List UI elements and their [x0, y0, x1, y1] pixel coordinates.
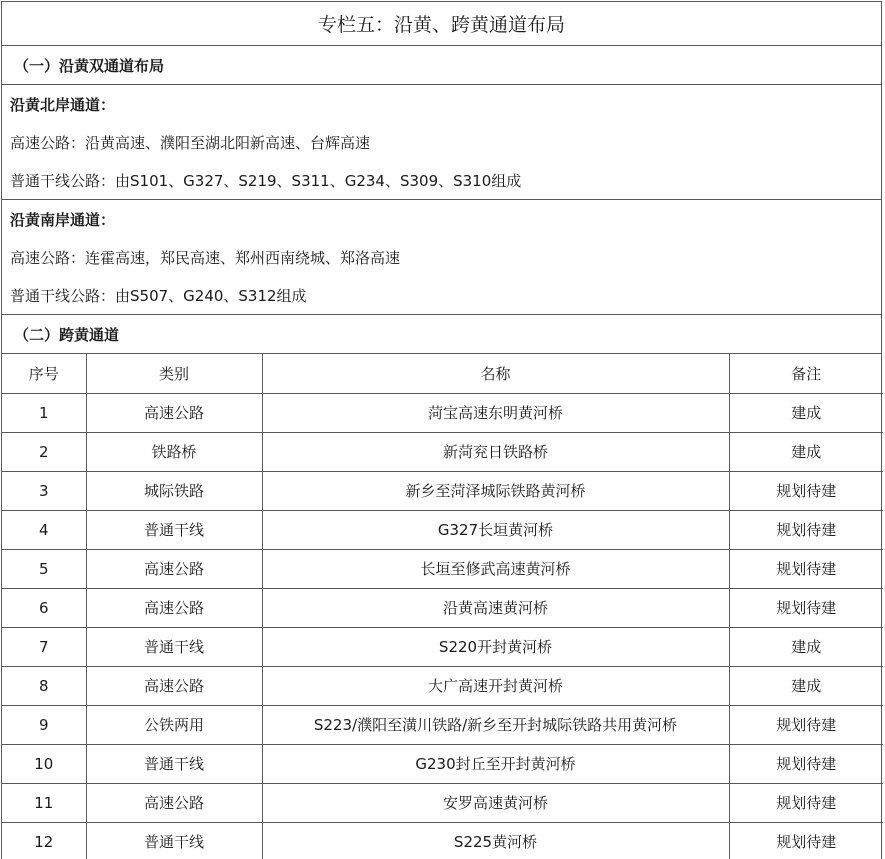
cell-remark: 建成	[729, 432, 883, 471]
table-row	[2, 666, 883, 705]
crossings-table	[2, 354, 883, 859]
cell-remark: 规划待建	[729, 744, 883, 783]
section-heading-crossings: （二）跨黄通道	[2, 315, 881, 354]
cell-name: 安罗高速黄河桥	[262, 783, 729, 822]
south-bank-expressway: 高速公路：连霍高速，郑民高速、郑州西南绕城、郑洛高速	[10, 248, 401, 267]
cell-name: G327长垣黄河桥	[262, 510, 729, 549]
north-bank-trunk-road: 普通干线公路：由S101、G327、S219、S311、G234、S309、S310组成	[10, 171, 522, 190]
cell-name: G230封丘至开封黄河桥	[262, 744, 729, 783]
cell-category: 普通干线	[86, 822, 262, 859]
page-title: 专栏五：沿黄、跨黄通道布局	[2, 2, 881, 46]
table-row	[2, 510, 883, 549]
cell-category: 普通干线	[86, 510, 262, 549]
cell-name: 沿黄高速黄河桥	[262, 588, 729, 627]
table-header-row	[2, 354, 883, 393]
table-row	[2, 393, 883, 432]
north-bank-block	[2, 85, 881, 200]
table-row	[2, 549, 883, 588]
table-row	[2, 705, 883, 744]
cell-category: 铁路桥	[86, 432, 262, 471]
column-header-category: 类别	[86, 354, 262, 393]
column-header-remark: 备注	[729, 354, 883, 393]
cell-name: 长垣至修武高速黄河桥	[262, 549, 729, 588]
table-row	[2, 471, 883, 510]
cell-name: S223/濮阳至潢川铁路/新乡至开封城际铁路共用黄河桥	[262, 705, 729, 744]
cell-index: 4	[2, 510, 86, 549]
cell-index: 2	[2, 432, 86, 471]
cell-remark: 规划待建	[729, 510, 883, 549]
section-heading-corridors: （一）沿黄双通道布局	[2, 46, 881, 85]
cell-name: 新乡至菏泽城际铁路黄河桥	[262, 471, 729, 510]
north-bank-heading: 沿黄北岸通道：	[10, 95, 116, 114]
cell-remark: 规划待建	[729, 549, 883, 588]
cell-remark: 规划待建	[729, 822, 883, 859]
table-row	[2, 744, 883, 783]
cell-index: 9	[2, 705, 86, 744]
table-row	[2, 627, 883, 666]
cell-category: 公铁两用	[86, 705, 262, 744]
cell-category: 高速公路	[86, 783, 262, 822]
cell-remark: 规划待建	[729, 783, 883, 822]
cell-category: 高速公路	[86, 549, 262, 588]
cell-remark: 建成	[729, 627, 883, 666]
cell-remark: 建成	[729, 393, 883, 432]
south-bank-block	[2, 200, 881, 315]
cell-index: 6	[2, 588, 86, 627]
cell-category: 普通干线	[86, 627, 262, 666]
cell-index: 12	[2, 822, 86, 859]
cell-index: 8	[2, 666, 86, 705]
cell-remark: 建成	[729, 666, 883, 705]
table-row	[2, 432, 883, 471]
cell-name: 新菏兖日铁路桥	[262, 432, 729, 471]
column-header-name: 名称	[262, 354, 729, 393]
south-bank-heading: 沿黄南岸通道：	[10, 210, 116, 229]
cell-remark: 规划待建	[729, 471, 883, 510]
cell-name: 大广高速开封黄河桥	[262, 666, 729, 705]
cell-category: 高速公路	[86, 393, 262, 432]
cell-index: 3	[2, 471, 86, 510]
cell-category: 高速公路	[86, 666, 262, 705]
table-row	[2, 822, 883, 859]
cell-index: 11	[2, 783, 86, 822]
table-row	[2, 588, 883, 627]
cell-index: 7	[2, 627, 86, 666]
cell-index: 5	[2, 549, 86, 588]
cell-index: 1	[2, 393, 86, 432]
cell-remark: 规划待建	[729, 588, 883, 627]
cell-name: S220开封黄河桥	[262, 627, 729, 666]
cell-name: 菏宝高速东明黄河桥	[262, 393, 729, 432]
cell-name: S225黄河桥	[262, 822, 729, 859]
cell-index: 10	[2, 744, 86, 783]
table-row	[2, 783, 883, 822]
cell-category: 高速公路	[86, 588, 262, 627]
cell-category: 普通干线	[86, 744, 262, 783]
cell-category: 城际铁路	[86, 471, 262, 510]
column-header-index: 序号	[2, 354, 86, 393]
north-bank-expressway: 高速公路：沿黄高速、濮阳至湖北阳新高速、台辉高速	[10, 133, 371, 152]
south-bank-trunk-road: 普通干线公路：由S507、G240、S312组成	[10, 286, 307, 305]
cell-remark: 规划待建	[729, 705, 883, 744]
document-panel	[1, 1, 882, 859]
